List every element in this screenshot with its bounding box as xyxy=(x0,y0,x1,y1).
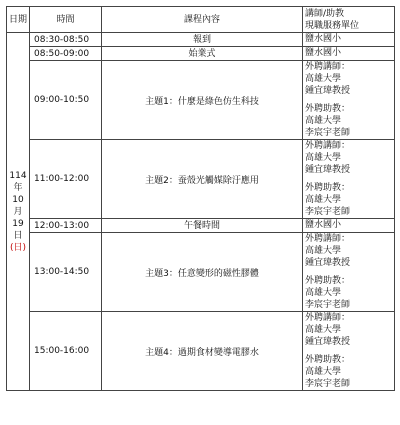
assistant-role: 外聘助教： xyxy=(305,183,351,193)
lecturer-role: 外聘講師： xyxy=(305,62,351,72)
table-row xyxy=(7,233,395,312)
header-teacher-line2: 現職服務單位 xyxy=(305,20,360,31)
course-cell: 主題1：什麼是綠色仿生科技 xyxy=(102,61,303,140)
assistant-name: 李宸宇老師 xyxy=(305,379,351,389)
teacher-cell: 鹽水國小 xyxy=(303,47,395,61)
date-month: 10 xyxy=(12,194,24,205)
header-row xyxy=(7,7,395,33)
date-month-char: 月 xyxy=(13,206,23,217)
assistant-name: 李宸宇老師 xyxy=(305,300,351,310)
lecturer-org: 高雄大學 xyxy=(305,74,342,84)
lecturer-org: 高雄大學 xyxy=(305,246,342,256)
teacher-cell xyxy=(303,61,395,140)
lecturer-role: 外聘講師： xyxy=(305,141,351,151)
schedule-table xyxy=(6,6,395,391)
time-cell: 08:30-08:50 xyxy=(30,33,102,47)
date-weekday: (日) xyxy=(9,242,27,253)
assistant-org: 高雄大學 xyxy=(305,367,342,377)
table-row xyxy=(7,33,395,47)
assistant-name: 李宸宇老師 xyxy=(305,207,351,217)
course-cell: 主題4：過期食材變導電膠水 xyxy=(102,312,303,391)
header-teacher xyxy=(303,7,395,33)
table-row xyxy=(7,61,395,140)
time-cell: 12:00-13:00 xyxy=(30,219,102,233)
time-cell: 13:00-14:50 xyxy=(30,233,102,312)
teacher-cell xyxy=(303,140,395,219)
teacher-cell: 鹽水國小 xyxy=(303,33,395,47)
table-row xyxy=(7,47,395,61)
lecturer-org: 高雄大學 xyxy=(305,325,342,335)
header-date: 日期 xyxy=(7,7,30,33)
assistant-role: 外聘助教： xyxy=(305,355,351,365)
course-cell: 報到 xyxy=(102,33,303,47)
teacher-cell xyxy=(303,312,395,391)
table-row xyxy=(7,140,395,219)
header-time: 時間 xyxy=(30,7,102,33)
lecturer-name: 鍾宜瑋教授 xyxy=(305,165,351,175)
assistant-org: 高雄大學 xyxy=(305,116,342,126)
date-year: 114 xyxy=(9,170,27,181)
lecturer-role: 外聘講師： xyxy=(305,234,351,244)
date-cell xyxy=(7,33,30,391)
course-cell: 主題2：蚕殼光觸媒除汙應用 xyxy=(102,140,303,219)
time-cell: 11:00-12:00 xyxy=(30,140,102,219)
assistant-org: 高雄大學 xyxy=(305,288,342,298)
lecturer-name: 鍾宜瑋教授 xyxy=(305,337,351,347)
date-year-char: 年 xyxy=(13,182,23,193)
lecturer-name: 鍾宜瑋教授 xyxy=(305,86,351,96)
time-cell: 15:00-16:00 xyxy=(30,312,102,391)
lecturer-name: 鍾宜瑋教授 xyxy=(305,258,351,268)
table-row xyxy=(7,312,395,391)
date-day: 19 xyxy=(12,218,24,229)
table-row xyxy=(7,219,395,233)
assistant-name: 李宸宇老師 xyxy=(305,128,351,138)
header-teacher-line1: 講師/助教 xyxy=(305,8,345,19)
header-course: 課程內容 xyxy=(102,7,303,33)
teacher-cell: 鹽水國小 xyxy=(303,219,395,233)
course-cell: 始業式 xyxy=(102,47,303,61)
time-cell: 09:00-10:50 xyxy=(30,61,102,140)
assistant-org: 高雄大學 xyxy=(305,195,342,205)
course-cell: 主題3：任意變形的磁性膠體 xyxy=(102,233,303,312)
teacher-cell xyxy=(303,233,395,312)
course-cell: 午餐時間 xyxy=(102,219,303,233)
assistant-role: 外聘助教： xyxy=(305,276,351,286)
time-cell: 08:50-09:00 xyxy=(30,47,102,61)
assistant-role: 外聘助教： xyxy=(305,104,351,114)
lecturer-org: 高雄大學 xyxy=(305,153,342,163)
lecturer-role: 外聘講師： xyxy=(305,313,351,323)
date-day-char: 日 xyxy=(13,230,23,241)
